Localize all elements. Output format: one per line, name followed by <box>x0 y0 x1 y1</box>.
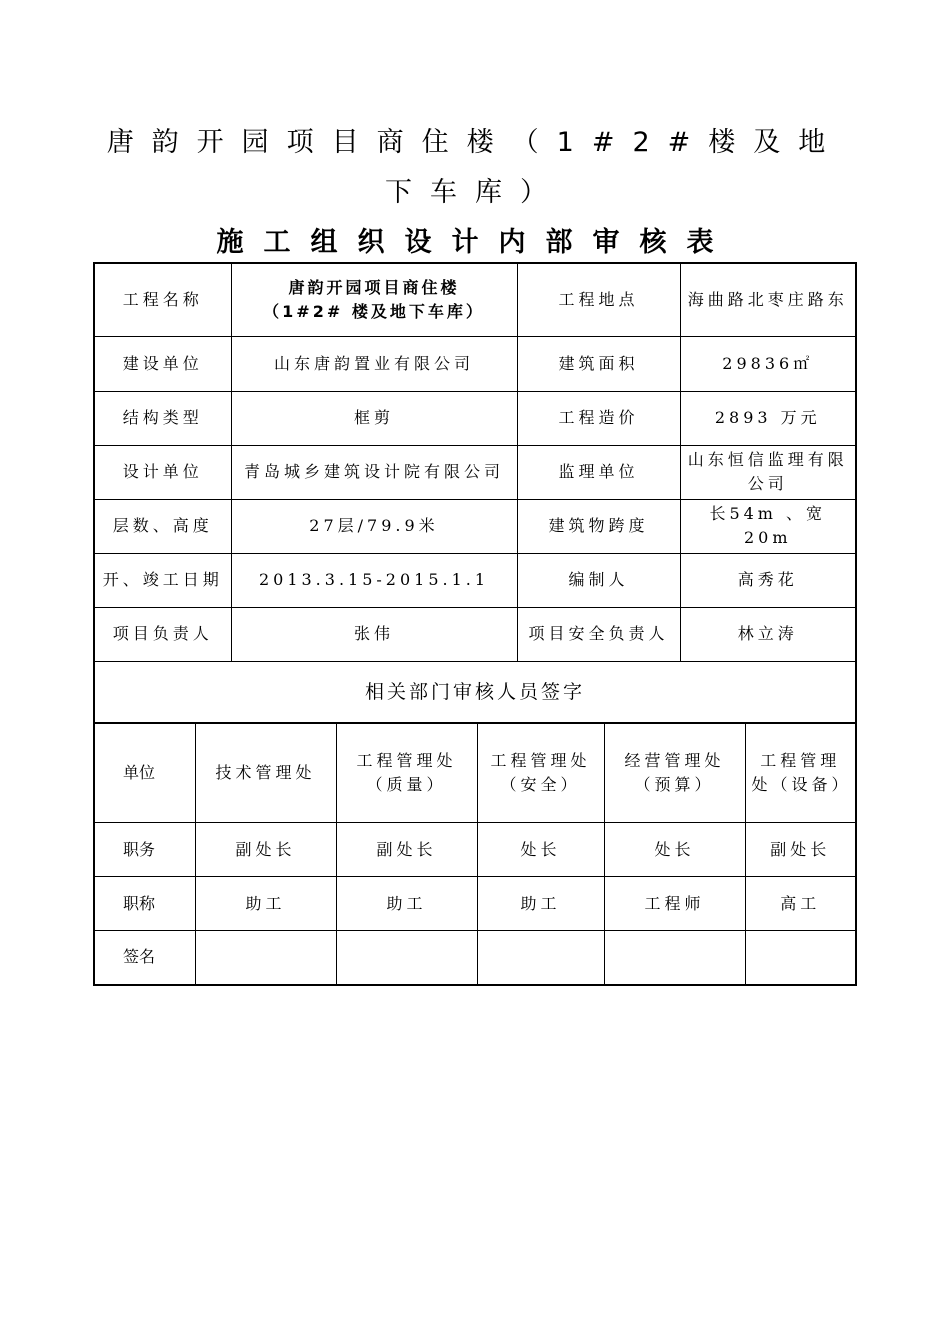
info-row-review-heading <box>94 661 856 723</box>
title-value: 高工 <box>745 877 856 931</box>
post-value: 处长 <box>477 823 604 877</box>
dept-tech-mgmt: 技术管理处 <box>195 723 336 823</box>
label-floors-height: 层数、高度 <box>94 499 231 553</box>
label-project-location: 工程地点 <box>517 263 680 336</box>
label-project-cost: 工程造价 <box>517 391 680 445</box>
signature-cell[interactable] <box>745 931 856 985</box>
value-builder: 山东唐韵置业有限公司 <box>231 336 517 391</box>
title-value: 助工 <box>477 877 604 931</box>
value-project-location: 海曲路北枣庄路东 <box>680 263 856 336</box>
dept-eng-safety: 工程管理处（安全） <box>477 723 604 823</box>
info-row-builder <box>94 336 856 391</box>
lead-signature: 签名 <box>94 931 195 985</box>
doc-title-main: 施工组织设计内部审核表 <box>216 227 734 258</box>
label-compiler: 编制人 <box>517 553 680 607</box>
title-value: 助工 <box>336 877 477 931</box>
value-start-end-date: 2013.3.15-2015.1.1 <box>231 553 517 607</box>
value-project-leader: 张伟 <box>231 607 517 661</box>
label-project-leader: 项目负责人 <box>94 607 231 661</box>
post-value: 副处长 <box>745 823 856 877</box>
value-project-name-line2: （1#2# 楼及地下车库） <box>263 301 485 321</box>
sign-row-title <box>94 877 856 931</box>
label-design-unit: 设计单位 <box>94 445 231 499</box>
label-project-name: 工程名称 <box>94 263 231 336</box>
title-value: 工程师 <box>604 877 745 931</box>
dept-eng-equipment: 工程管理处（设备） <box>745 723 856 823</box>
label-supervision-unit: 监理单位 <box>517 445 680 499</box>
value-floor-area: 29836㎡ <box>680 336 856 391</box>
sign-row-units <box>94 723 856 823</box>
value-design-unit: 青岛城乡建筑设计院有限公司 <box>231 445 517 499</box>
label-structure-type: 结构类型 <box>94 391 231 445</box>
value-floors-height: 27层/79.9米 <box>231 499 517 553</box>
value-building-span: 长54m 、宽20m <box>680 499 856 553</box>
sign-row-post <box>94 823 856 877</box>
project-info-table <box>93 262 857 724</box>
post-value: 副处长 <box>195 823 336 877</box>
info-row-leaders <box>94 607 856 661</box>
sign-row-signature <box>94 931 856 985</box>
signature-cell[interactable] <box>195 931 336 985</box>
info-row-structure <box>94 391 856 445</box>
dept-ops-budget: 经营管理处（预算） <box>604 723 745 823</box>
label-builder: 建设单位 <box>94 336 231 391</box>
doc-title-line2: 下车库） <box>385 177 565 208</box>
info-row-floors <box>94 499 856 553</box>
info-row-project-name <box>94 263 856 336</box>
lead-unit: 单位 <box>94 723 195 823</box>
label-safety-leader: 项目安全负责人 <box>517 607 680 661</box>
signature-cell[interactable] <box>477 931 604 985</box>
value-compiler: 高秀花 <box>680 553 856 607</box>
signature-cell[interactable] <box>604 931 745 985</box>
value-project-cost: 2893 万元 <box>680 391 856 445</box>
value-safety-leader: 林立涛 <box>680 607 856 661</box>
label-building-span: 建筑物跨度 <box>517 499 680 553</box>
info-row-design <box>94 445 856 499</box>
value-structure-type: 框剪 <box>231 391 517 445</box>
dept-eng-quality: 工程管理处（质量） <box>336 723 477 823</box>
signature-cell[interactable] <box>336 931 477 985</box>
post-value: 处长 <box>604 823 745 877</box>
value-supervision-unit: 山东恒信监理有限公司 <box>680 445 856 499</box>
label-start-end-date: 开、竣工日期 <box>94 553 231 607</box>
value-project-name-line1: 唐韵开园项目商住楼 <box>288 277 460 297</box>
doc-title-line1: 唐韵开园项目商住楼（1#2#楼及地 <box>106 127 844 158</box>
label-floor-area: 建筑面积 <box>517 336 680 391</box>
info-row-dates <box>94 553 856 607</box>
lead-post: 职务 <box>94 823 195 877</box>
title-value: 助工 <box>195 877 336 931</box>
value-project-name <box>231 263 517 336</box>
lead-title: 职称 <box>94 877 195 931</box>
post-value: 副处长 <box>336 823 477 877</box>
review-signature-table <box>93 722 857 986</box>
review-heading: 相关部门审核人员签字 <box>94 661 856 723</box>
